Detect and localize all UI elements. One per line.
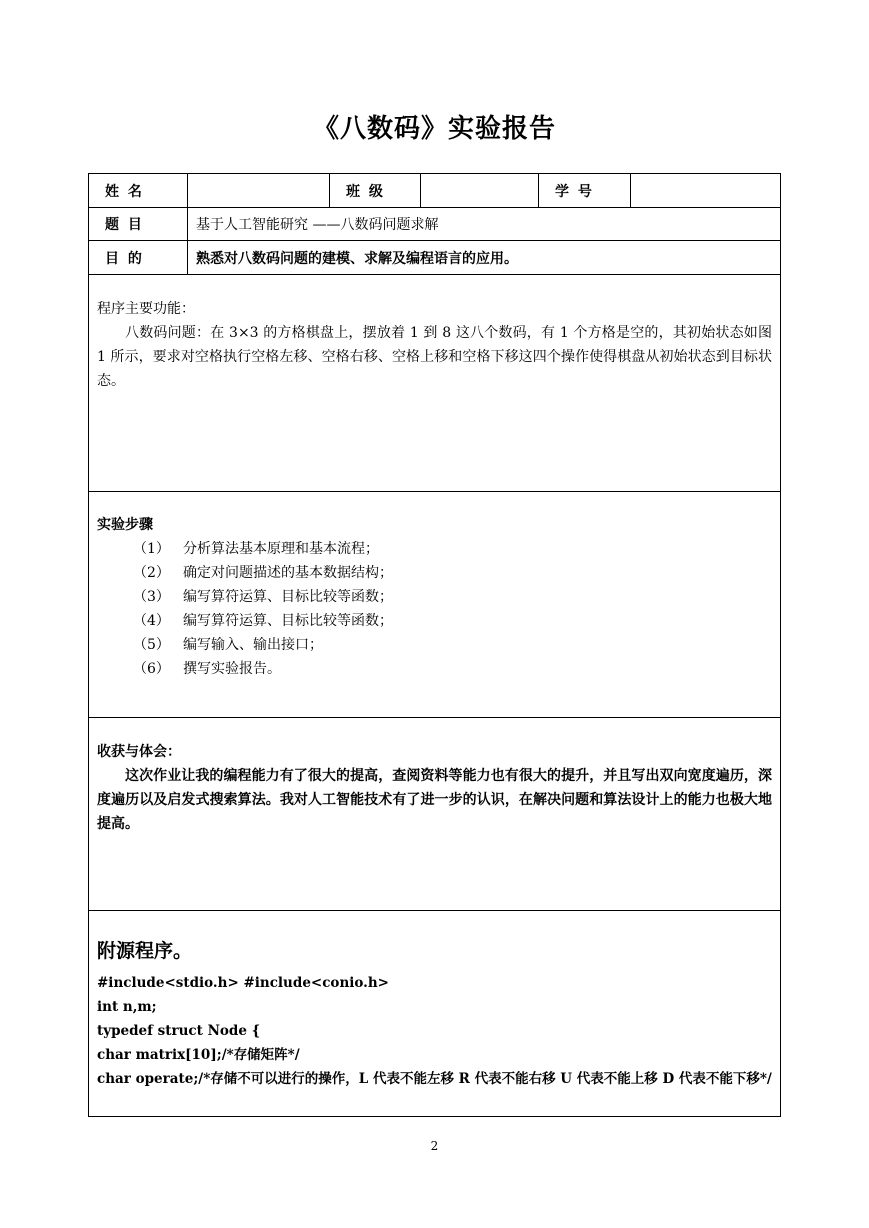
code-line: char matrix[10];/*存储矩阵*/ xyxy=(97,1047,300,1063)
report-table xyxy=(88,173,781,1117)
source-heading: 附源程序。 xyxy=(97,940,193,962)
step-number: （5） xyxy=(133,637,170,653)
functions-text: 八数码问题：在 3×3 的方格棋盘上，摆放着 1 到 8 这八个数码，有 1 个方格是空的，其初始状态如图 1 所示，要求对空格执行空格左移、空格右移、空格上移和空格下移这四个操作使得棋盘从初始状态到目标状态。 xyxy=(97,325,772,389)
step-number: （4） xyxy=(133,613,170,629)
step-text: 编写算符运算、目标比较等函数； xyxy=(183,589,393,605)
code-line: #include<stdio.h> #include<conio.h> xyxy=(97,975,389,991)
gains-text: 这次作业让我的编程能力有了很大的提高，查阅资料等能力也有很大的提升，并且写出双向宽度遍历，深度遍历以及启发式搜索算法。我对人工智能技术有了进一步的认识，在解决问题和算法设计上的能力也极大地提高。 xyxy=(97,768,772,832)
topic-label: 题 目 xyxy=(89,208,188,241)
name-label: 姓 名 xyxy=(89,174,188,208)
step-item xyxy=(97,585,772,609)
name-field xyxy=(188,174,330,208)
code-line: typedef struct Node { xyxy=(97,1023,261,1039)
topic-value: 基于人工智能研究 ——八数码问题求解 xyxy=(188,208,781,241)
functions-heading: 程序主要功能： xyxy=(97,301,195,317)
class-label: 班 级 xyxy=(330,174,421,208)
step-text: 确定对问题描述的基本数据结构； xyxy=(183,565,393,581)
source-section xyxy=(89,911,781,1117)
code-line: int n,m; xyxy=(97,999,157,1015)
step-item xyxy=(97,633,772,657)
step-item xyxy=(97,537,772,561)
page-number: 2 xyxy=(430,1139,439,1153)
id-field xyxy=(631,174,781,208)
topic-row xyxy=(89,208,781,241)
purpose-label: 目 的 xyxy=(89,241,188,275)
step-number: （6） xyxy=(133,661,170,677)
step-number: （3） xyxy=(133,589,170,605)
step-item xyxy=(97,609,772,633)
step-text: 编写输入、输出接口； xyxy=(183,637,323,653)
id-label: 学 号 xyxy=(539,174,631,208)
steps-section xyxy=(89,492,781,718)
class-field xyxy=(421,174,539,208)
step-item xyxy=(97,657,772,681)
purpose-value: 熟悉对八数码问题的建模、求解及编程语言的应用。 xyxy=(188,241,781,275)
header-row xyxy=(89,174,781,208)
step-number: （1） xyxy=(133,541,170,557)
purpose-row xyxy=(89,241,781,275)
step-number: （2） xyxy=(133,565,170,581)
step-text: 编写算符运算、目标比较等函数； xyxy=(183,613,393,629)
page-title: 《八数码》实验报告 xyxy=(312,114,556,144)
steps-heading: 实验步骤 xyxy=(97,517,153,533)
gains-heading: 收获与体会： xyxy=(97,744,181,760)
functions-section xyxy=(89,275,781,492)
step-item xyxy=(97,561,772,585)
step-text: 分析算法基本原理和基本流程； xyxy=(183,541,379,557)
code-line: char operate;/*存储不可以进行的操作，L 代表不能左移 R 代表不能右移 U 代表不能上移 D 代表不能下移*/ xyxy=(97,1071,772,1087)
gains-section xyxy=(89,718,781,911)
step-text: 撰写实验报告。 xyxy=(183,661,281,677)
